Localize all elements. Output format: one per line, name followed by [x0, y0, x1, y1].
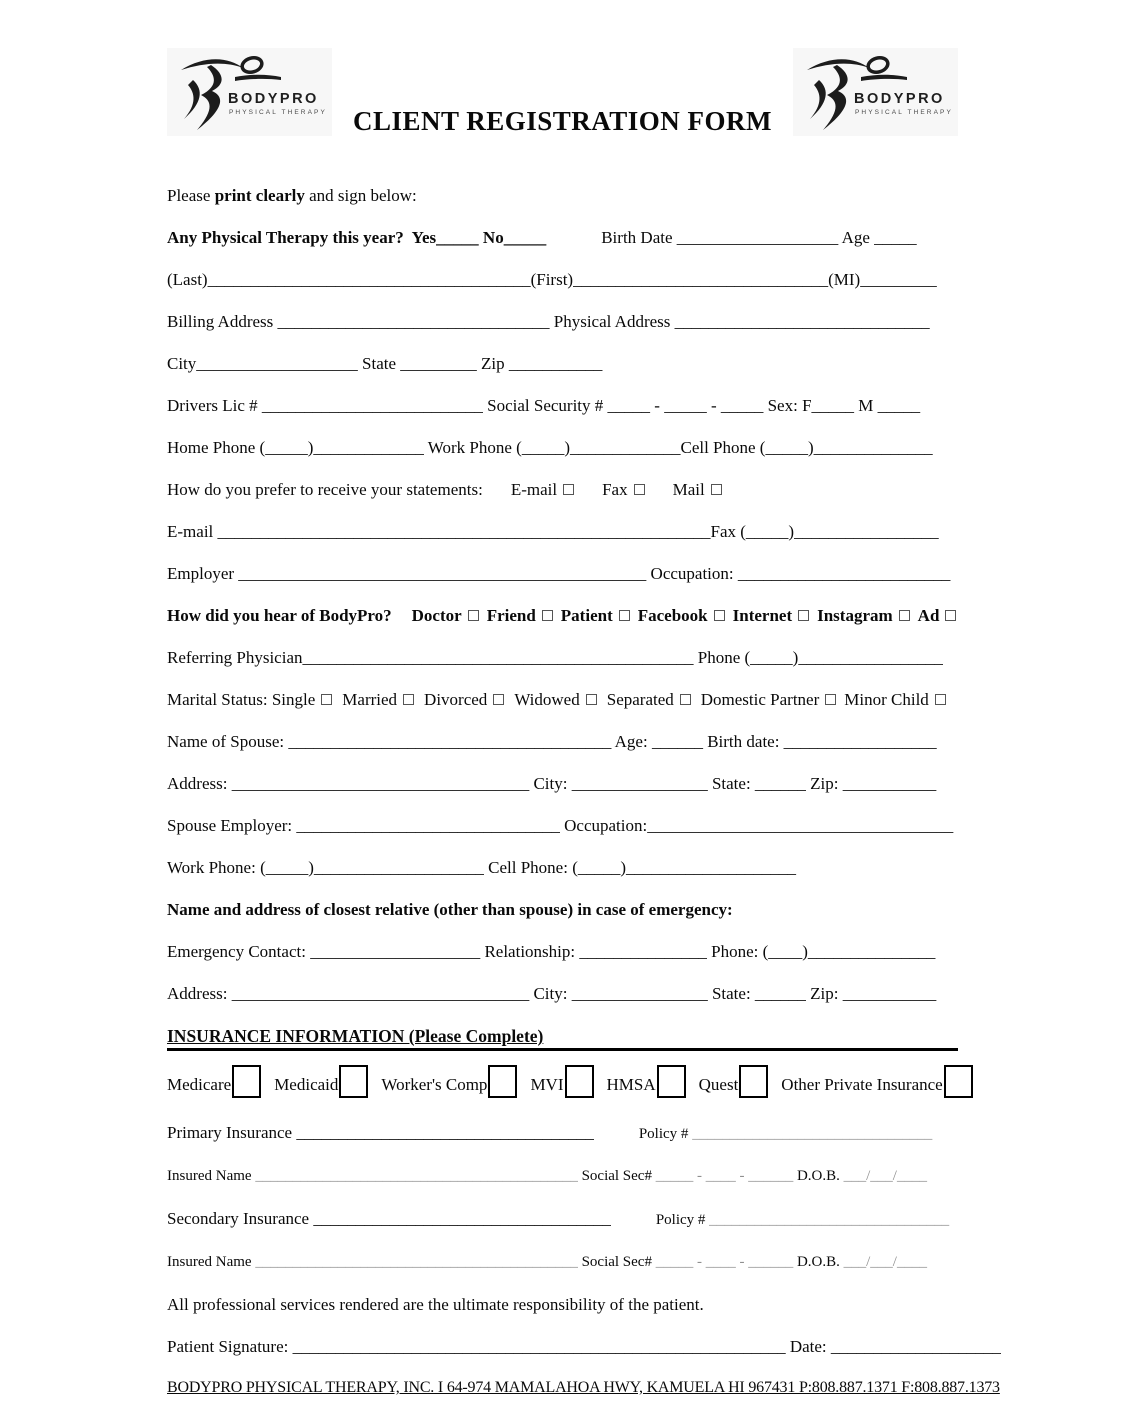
checkbox-icon — [493, 694, 504, 705]
social-sec-blank: _____ - ____ - ______ — [655, 1168, 794, 1184]
emergency-address-line: Address: ___________________________________ City: ________________ State: ______ Zip: ___________ — [167, 984, 937, 1003]
checkbox-icon — [232, 1065, 261, 1098]
checkbox-icon — [714, 610, 725, 621]
logo-wordmark: BODYPRO — [228, 91, 319, 107]
option-medicaid: Medicaid — [274, 1075, 339, 1094]
insured-name-blank: ___________________________________________ — [255, 1254, 578, 1270]
drivers-license-ssn-sex-line: Drivers Lic # __________________________ Social Security # _____ - _____ - _____ Sex: F_____ M _____ — [167, 396, 921, 415]
secondary-insured-line — [167, 1253, 958, 1272]
employer-occupation-line: Employer ________________________________________________ Occupation: _________________________ — [167, 564, 951, 583]
checkbox-icon — [680, 694, 691, 705]
checkbox-icon — [563, 484, 574, 495]
email-fax-line: E-mail __________________________________________________________Fax (_____)_________________ — [167, 522, 939, 541]
any-pt-question: Any Physical Therapy this year? Yes_____ No_____ — [167, 228, 547, 247]
spouse-phones-line: Work Phone: (_____)____________________ Cell Phone: (_____)____________________ — [167, 858, 797, 877]
emergency-contact-line: Emergency Contact: ____________________ Relationship: _______________ Phone: (____)_______________ — [167, 942, 936, 961]
option-facebook: Facebook — [638, 606, 725, 625]
checkbox-icon — [542, 610, 553, 621]
checkbox-icon — [565, 1065, 594, 1098]
responsibility-note: All professional services rendered are the ultimate responsibility of the patient. — [167, 1295, 704, 1314]
secondary-insurance-blank: ___________________________________ — [313, 1209, 611, 1228]
checkbox-icon — [488, 1065, 517, 1098]
social-sec-label: Social Sec# — [577, 1254, 656, 1270]
checkbox-icon — [825, 694, 836, 705]
insurance-type-row — [167, 1065, 958, 1111]
option-mail: Mail — [673, 480, 722, 499]
policy-number-label: Policy # — [638, 1126, 693, 1142]
checkbox-icon — [619, 610, 630, 621]
checkbox-icon — [339, 1065, 368, 1098]
option-email: E-mail — [511, 480, 574, 499]
option-mvi: MVI — [530, 1075, 564, 1094]
policy-number-blank: ________________________________ — [692, 1126, 933, 1142]
runner-figure-icon — [167, 48, 332, 136]
policy-number-blank: ________________________________ — [709, 1212, 950, 1228]
dob-blank: ___/___/____ — [843, 1168, 927, 1184]
primary-insured-line — [167, 1167, 958, 1186]
logo-tagline: PHYSICAL THERAPY — [855, 109, 953, 116]
checkbox-icon — [935, 694, 946, 705]
social-sec-blank: _____ - ____ - ______ — [655, 1254, 794, 1270]
billing-physical-address-line: Billing Address ________________________________ Physical Address ______________________________ — [167, 312, 930, 331]
checkbox-icon — [798, 610, 809, 621]
name-fields-line: (Last)______________________________________(First)______________________________(MI)_________ — [167, 270, 937, 289]
hear-about-line — [167, 606, 958, 625]
runner-figure-icon — [793, 48, 958, 136]
checkbox-icon — [634, 484, 645, 495]
checkbox-icon — [321, 694, 332, 705]
statement-preference-label: How do you prefer to receive your statements: — [167, 480, 483, 499]
insured-name-label: Insured Name — [167, 1254, 256, 1270]
secondary-insurance-line — [167, 1209, 958, 1230]
checkbox-icon — [944, 1065, 973, 1098]
intro-instruction: Please print clearly and sign below: — [167, 186, 417, 205]
page-title: CLIENT REGISTRATION FORM — [352, 106, 773, 136]
option-domestic-partner: Domestic Partner — [701, 690, 837, 709]
signature-date-line: Patient Signature: __________________________________________________________ Date: ____________________ — [167, 1337, 1001, 1356]
logo-wordmark: BODYPRO — [854, 91, 945, 107]
checkbox-icon — [468, 610, 479, 621]
footer-address: BODYPRO PHYSICAL THERAPY, INC. I 64-974 MAMALAHOA HWY, KAMUELA HI 967431 P:808.887.1371 F:808.887.1373 — [167, 1379, 1000, 1396]
option-separated: Separated — [607, 690, 691, 709]
spouse-name-line: Name of Spouse: ______________________________________ Age: ______ Birth date: __________________ — [167, 732, 937, 751]
checkbox-icon — [586, 694, 597, 705]
option-widowed: Widowed — [514, 690, 596, 709]
option-divorced: Divorced — [424, 690, 504, 709]
option-instagram: Instagram — [817, 606, 910, 625]
option-minor-child: Minor Child — [844, 690, 946, 709]
option-medicare: Medicare — [167, 1075, 232, 1094]
checkbox-icon — [711, 484, 722, 495]
option-other-private-insurance: Other Private Insurance — [781, 1075, 943, 1094]
option-fax: Fax — [602, 480, 645, 499]
option-doctor: Doctor — [412, 606, 479, 625]
dob-label: D.O.B. — [793, 1168, 844, 1184]
policy-number-label: Policy # — [655, 1212, 710, 1228]
option-hmsa: HMSA — [606, 1075, 656, 1094]
bodypro-logo-left — [167, 48, 332, 136]
primary-insurance-label: Primary Insurance — [167, 1123, 297, 1142]
checkbox-icon — [657, 1065, 686, 1098]
primary-insurance-blank: ___________________________________ — [296, 1123, 594, 1142]
insurance-heading: INSURANCE INFORMATION (Please Complete) — [167, 1026, 958, 1051]
logo-tagline: PHYSICAL THERAPY — [229, 109, 327, 116]
dob-label: D.O.B. — [793, 1254, 844, 1270]
insured-name-blank: ___________________________________________ — [255, 1168, 578, 1184]
checkbox-icon — [403, 694, 414, 705]
marital-status-line — [167, 690, 958, 709]
form-header — [167, 48, 958, 140]
marital-status-label: Marital Status: — [167, 690, 272, 709]
checkbox-icon — [945, 610, 956, 621]
hear-about-label: How did you hear of BodyPro? — [167, 606, 392, 625]
secondary-insurance-label: Secondary Insurance — [167, 1209, 314, 1228]
option-ad: Ad — [918, 606, 957, 625]
any-pt-question-line — [167, 228, 958, 247]
insured-name-label: Insured Name — [167, 1168, 256, 1184]
option-quest: Quest — [698, 1075, 739, 1094]
city-state-zip-line: City___________________ State _________ Zip ___________ — [167, 354, 603, 373]
social-sec-label: Social Sec# — [577, 1168, 656, 1184]
checkbox-icon — [899, 610, 910, 621]
primary-insurance-line — [167, 1123, 958, 1144]
bodypro-logo-right — [793, 48, 958, 136]
birth-date-age-fields: Birth Date ___________________ Age _____ — [601, 228, 917, 247]
referring-physician-line: Referring Physician______________________________________________ Phone (_____)_________________ — [167, 648, 943, 667]
phone-numbers-line: Home Phone (_____)_____________ Work Phone (_____)_____________Cell Phone (_____)______________ — [167, 438, 933, 457]
option-patient: Patient — [561, 606, 630, 625]
option-workers-comp: Worker's Comp — [381, 1075, 488, 1094]
option-married: Married — [342, 690, 414, 709]
spouse-address-line: Address: ___________________________________ City: ________________ State: ______ Zip: ___________ — [167, 774, 937, 793]
option-friend: Friend — [487, 606, 553, 625]
emergency-heading: Name and address of closest relative (other than spouse) in case of emergency: — [167, 900, 733, 919]
dob-blank: ___/___/____ — [843, 1254, 927, 1270]
option-internet: Internet — [733, 606, 809, 625]
checkbox-icon — [739, 1065, 768, 1098]
option-single: Single — [272, 690, 332, 709]
spouse-employer-line: Spouse Employer: _______________________________ Occupation:____________________________________ — [167, 816, 954, 835]
statement-preference-line — [167, 480, 958, 499]
